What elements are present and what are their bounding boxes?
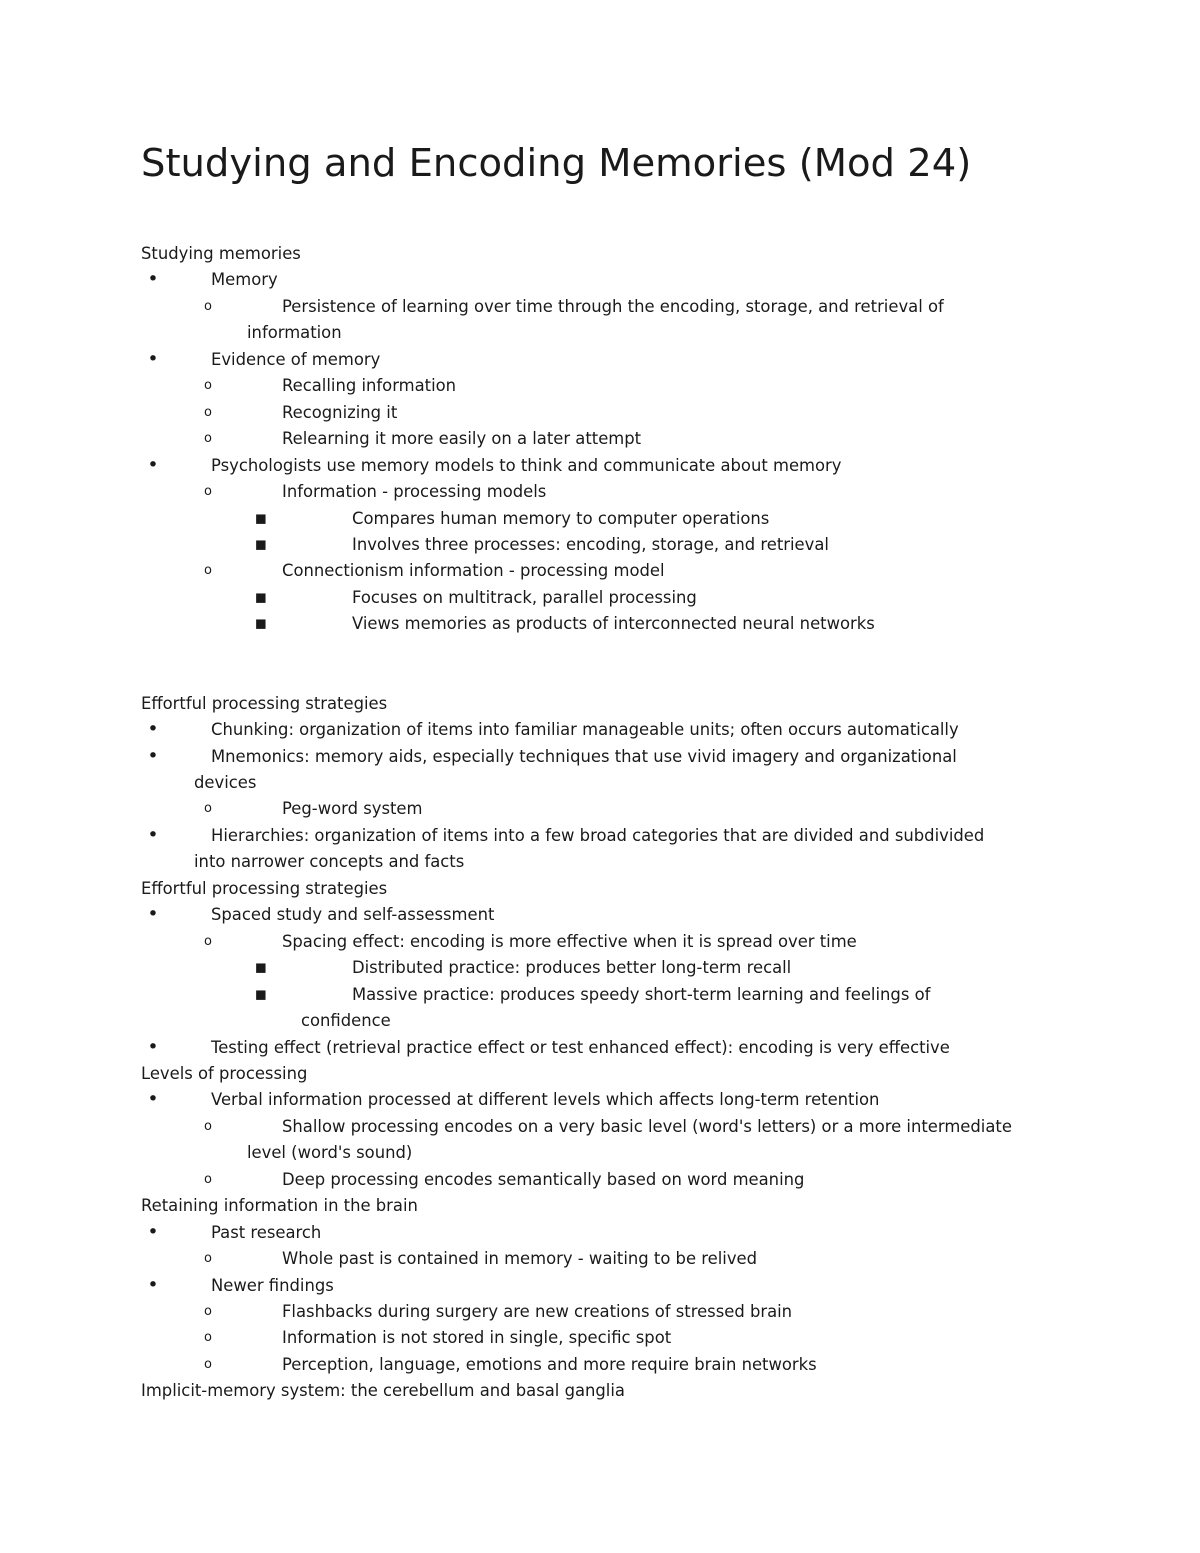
list-item [0, 453, 1200, 479]
list-item [0, 902, 1200, 928]
line-text: Hierarchies: organization of items into a few broad categories that are divided and subdivided [211, 825, 985, 845]
line-text: Information - processing models [282, 482, 547, 502]
list-item [0, 1299, 1200, 1325]
blank-line [0, 664, 1200, 690]
list-item [0, 532, 1200, 558]
bullet-circle-icon: o [204, 801, 212, 817]
section-heading [0, 691, 1200, 717]
bullet-disc-icon: • [147, 268, 159, 291]
list-item [0, 717, 1200, 743]
list-item [0, 373, 1200, 399]
bullet-circle-icon: o [204, 378, 212, 394]
line-text: Chunking: organization of items into familiar manageable units; often occurs automatically [211, 720, 959, 740]
bullet-disc-icon: • [147, 1273, 159, 1296]
list-item [0, 1325, 1200, 1351]
list-item [0, 955, 1200, 981]
list-item [0, 426, 1200, 452]
bullet-circle-icon: o [204, 1330, 212, 1346]
line-text: Perception, language, emotions and more require brain networks [282, 1354, 817, 1374]
list-item [0, 479, 1200, 505]
line-text: Implicit-memory system: the cerebellum and basal ganglia [141, 1381, 625, 1401]
section-heading [0, 1193, 1200, 1219]
bullet-disc-icon: • [147, 1035, 159, 1058]
line-text: Memory [211, 270, 278, 290]
line-text: Relearning it more easily on a later attempt [282, 429, 642, 449]
line-text: into narrower concepts and facts [194, 852, 465, 872]
bullet-disc-icon: • [147, 718, 159, 741]
bullet-square-icon: ▪ [254, 506, 268, 529]
list-item [0, 400, 1200, 426]
line-text: Persistence of learning over time through the encoding, storage, and retrieval of [282, 296, 944, 316]
bullet-disc-icon: • [147, 453, 159, 476]
list-item [0, 1035, 1200, 1061]
list-item [0, 1167, 1200, 1193]
line-text: Information is not stored in single, specific spot [282, 1328, 672, 1348]
line-text: Studying memories [141, 244, 301, 263]
list-item [0, 611, 1200, 637]
bullet-disc-icon: • [147, 1088, 159, 1111]
line-text: Connectionism information - processing model [282, 561, 665, 581]
list-item [0, 929, 1200, 955]
section-heading [0, 241, 1200, 267]
line-text: Retaining information in the brain [141, 1196, 418, 1216]
bullet-circle-icon: o [204, 1118, 212, 1134]
list-item [0, 320, 1200, 346]
list-item [0, 1114, 1200, 1140]
list-item [0, 1087, 1200, 1113]
line-text: Recognizing it [282, 402, 398, 422]
list-item [0, 744, 1200, 770]
line-text: Massive practice: produces speedy short-term learning and feelings of [352, 984, 931, 1004]
document-title: Studying and Encoding Memories (Mod 24) [141, 141, 972, 186]
section-heading [0, 876, 1200, 902]
section-heading [0, 1061, 1200, 1087]
bullet-circle-icon: o [204, 298, 212, 314]
line-text: information [247, 323, 342, 343]
bullet-square-icon: ▪ [254, 612, 268, 635]
line-text: Flashbacks during surgery are new creations of stressed brain [282, 1302, 793, 1321]
line-text: Effortful processing strategies [141, 693, 388, 713]
list-item [0, 1140, 1200, 1166]
list-item [0, 849, 1200, 875]
bullet-square-icon: ▪ [254, 585, 268, 608]
list-item [0, 1246, 1200, 1272]
line-text: Effortful processing strategies [141, 878, 388, 898]
list-item [0, 585, 1200, 611]
bullet-circle-icon: o [204, 933, 212, 949]
line-text: level (word's sound) [247, 1143, 413, 1163]
bullet-circle-icon: o [204, 431, 212, 447]
bullet-circle-icon: o [204, 484, 212, 500]
list-item [0, 267, 1200, 293]
line-text: Mnemonics: memory aids, especially techniques that use vivid imagery and organizational [211, 746, 957, 766]
list-item [0, 770, 1200, 796]
list-item [0, 294, 1200, 320]
bullet-circle-icon: o [204, 404, 212, 420]
line-text: Newer findings [211, 1275, 334, 1295]
list-item [0, 823, 1200, 849]
line-text: Recalling information [282, 376, 457, 396]
bullet-square-icon: ▪ [254, 956, 268, 979]
section-heading [0, 1378, 1200, 1404]
line-text: Spaced study and self-assessment [211, 905, 495, 925]
list-item [0, 506, 1200, 532]
list-item [0, 1352, 1200, 1378]
bullet-disc-icon: • [147, 903, 159, 926]
list-item [0, 796, 1200, 822]
line-text: Shallow processing encodes on a very basic level (word's letters) or a more intermediate [282, 1116, 1012, 1136]
line-text: Verbal information processed at different levels which affects long-term retention [211, 1090, 880, 1110]
line-text: Evidence of memory [211, 349, 381, 369]
bullet-circle-icon: o [204, 563, 212, 579]
line-text: Compares human memory to computer operations [352, 508, 770, 528]
bullet-disc-icon: • [147, 823, 159, 846]
bullet-disc-icon: • [147, 347, 159, 370]
line-text: confidence [301, 1011, 391, 1031]
line-text: Whole past is contained in memory - waiting to be relived [282, 1249, 758, 1269]
line-text: Deep processing encodes semantically based on word meaning [282, 1169, 805, 1189]
line-text: Testing effect (retrieval practice effect or test enhanced effect): encoding is very effective [211, 1037, 950, 1057]
bullet-circle-icon: o [204, 1171, 212, 1187]
line-text: Peg-word system [282, 799, 423, 819]
list-item [0, 558, 1200, 584]
bullet-circle-icon: o [204, 1251, 212, 1267]
blank-line [0, 638, 1200, 664]
list-item [0, 982, 1200, 1008]
bullet-disc-icon: • [147, 744, 159, 767]
list-item [0, 1220, 1200, 1246]
list-item [0, 1008, 1200, 1034]
bullet-disc-icon: • [147, 1220, 159, 1243]
bullet-circle-icon: o [204, 1304, 212, 1319]
line-text: devices [194, 773, 257, 792]
list-item [0, 1273, 1200, 1299]
line-text: Past research [211, 1222, 322, 1242]
bullet-square-icon: ▪ [254, 532, 268, 555]
line-text: Psychologists use memory models to think and communicate about memory [211, 455, 842, 475]
bullet-circle-icon: o [204, 1356, 212, 1372]
bullet-square-icon: ▪ [254, 982, 268, 1005]
line-text: Spacing effect: encoding is more effective when it is spread over time [282, 931, 857, 951]
line-text: Views memories as products of interconnected neural networks [352, 614, 875, 634]
line-text: Focuses on multitrack, parallel processing [352, 587, 697, 607]
list-item [0, 347, 1200, 373]
line-text: Distributed practice: produces better long-term recall [352, 958, 792, 978]
line-text: Levels of processing [141, 1063, 308, 1083]
line-text: Involves three processes: encoding, storage, and retrieval [352, 534, 829, 554]
